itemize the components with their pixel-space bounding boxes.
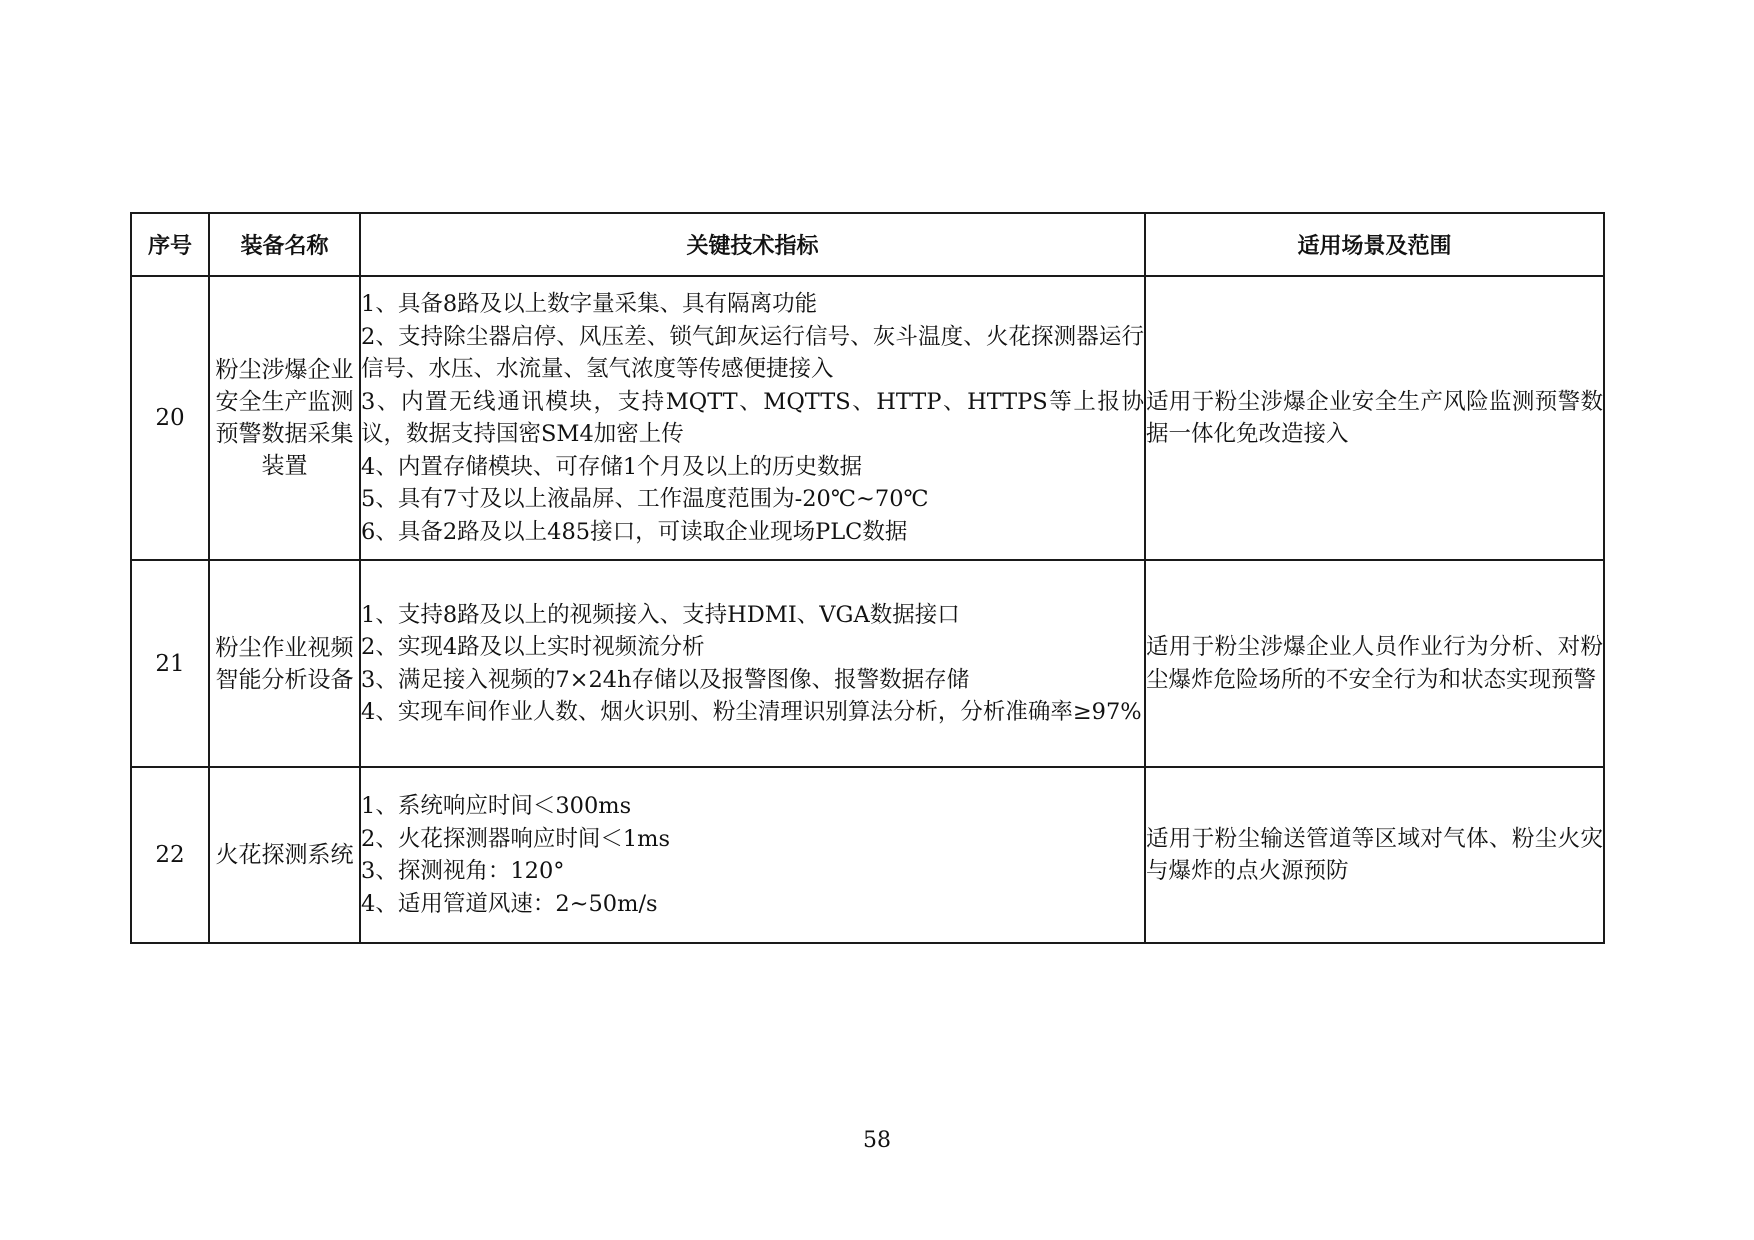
page-number: 58 <box>863 1128 891 1153</box>
equipment-spec-table <box>130 212 1605 944</box>
header-seq: 序号 <box>131 213 209 276</box>
spec-item: 1、具备8路及以上数字量采集、具有隔离功能 <box>361 291 818 317</box>
spec-item: 1、支持8路及以上的视频接入、支持HDMI、VGA数据接口 <box>361 601 960 628</box>
spec-item: 4、适用管道风速：2~50m/s <box>361 890 658 917</box>
table-row <box>131 560 1604 767</box>
row-seq: 21 <box>131 560 209 767</box>
row-scope: 适用于粉尘输送管道等区域对气体、粉尘火灾与爆炸的点火源预防 <box>1145 767 1604 943</box>
spec-item: 2、火花探测器响应时间＜1ms <box>361 825 671 852</box>
table-row <box>131 767 1604 943</box>
row-scope: 适用于粉尘涉爆企业人员作业行为分析、对粉尘爆炸危险场所的不安全行为和状态实现预警 <box>1145 560 1604 767</box>
header-scope: 适用场景及范围 <box>1145 213 1604 276</box>
spec-item: 5、具有7寸及以上液晶屏、工作温度范围为-20℃~70℃ <box>361 486 929 512</box>
header-name: 装备名称 <box>209 213 360 276</box>
spec-item: 6、具备2路及以上485接口，可读取企业现场PLC数据 <box>361 518 908 545</box>
header-specs: 关键技术指标 <box>360 213 1145 276</box>
row-specs <box>360 560 1145 767</box>
spec-item: 3、内置无线通讯模块，支持MQTT、MQTTS、HTTP、HTTPS等上报协议，数据支持国密SM4加密上传 <box>361 388 1144 447</box>
row-equipment-name: 火花探测系统 <box>209 767 360 943</box>
table-row <box>131 276 1604 560</box>
row-specs <box>360 767 1145 943</box>
row-seq: 20 <box>131 276 209 560</box>
spec-item: 2、实现4路及以上实时视频流分析 <box>361 634 705 660</box>
spec-item: 3、满足接入视频的7×24h存储以及报警图像、报警数据存储 <box>361 666 970 693</box>
row-equipment-name: 粉尘作业视频智能分析设备 <box>209 560 360 767</box>
spec-item: 4、内置存储模块、可存储1个月及以上的历史数据 <box>361 453 863 480</box>
spec-item: 1、系统响应时间＜300ms <box>361 793 632 819</box>
table-header-row <box>131 213 1604 276</box>
row-equipment-name: 粉尘涉爆企业安全生产监测预警数据采集装置 <box>209 276 360 560</box>
spec-item: 3、探测视角：120° <box>361 858 565 884</box>
spec-item: 4、实现车间作业人数、烟火识别、粉尘清理识别算法分析，分析准确率≥97% <box>361 699 1142 725</box>
row-specs <box>360 276 1145 560</box>
row-scope: 适用于粉尘涉爆企业安全生产风险监测预警数据一体化免改造接入 <box>1145 276 1604 560</box>
row-seq: 22 <box>131 767 209 943</box>
spec-item: 2、支持除尘器启停、风压差、锁气卸灰运行信号、灰斗温度、火花探测器运行信号、水压、水流量、氢气浓度等传感便捷接入 <box>361 323 1144 382</box>
